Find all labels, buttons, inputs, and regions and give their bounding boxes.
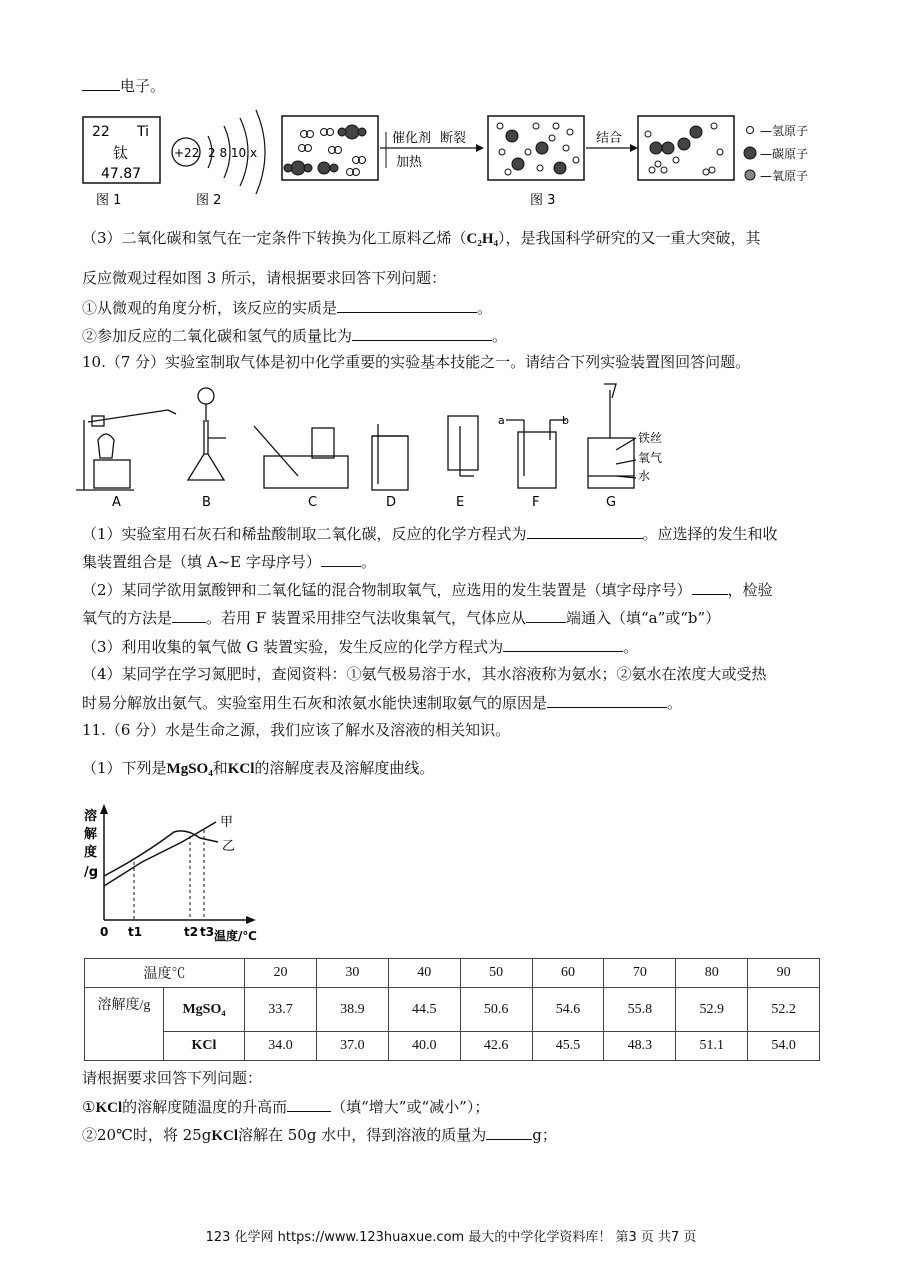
series-yi-curve	[104, 831, 218, 876]
g-label-iron-wire: 铁丝	[638, 431, 663, 445]
q10-4: （4）某同学在学习氮肥时，查阅资料：①氨气极易溶于水，其水溶液称为氨水；②氨水在浓度大或受热	[82, 665, 767, 683]
q10-1: （1）实验室用石灰石和稀盐酸制取二氧化碳，反应的化学方程式为 。应选择的发生和收	[82, 525, 778, 543]
q11-1: （1）下列是MgSO₄和KCl的溶解度表及溶解度曲线。	[82, 759, 435, 777]
apparatus-label-e: E	[456, 495, 465, 510]
table-cell: 42.6	[460, 1032, 532, 1061]
q9-3-sub1: ①从微观的角度分析，该反应的实质是 。	[82, 299, 493, 317]
table-header-row	[85, 959, 820, 988]
element-number: 22	[92, 124, 110, 140]
y-axis-label-4: /g	[84, 865, 99, 880]
table-cell: 37.0	[316, 1032, 388, 1061]
series-jia-curve	[104, 822, 216, 886]
table-row	[85, 988, 820, 1032]
table-cell: 34.0	[245, 1032, 317, 1061]
q11-sub2: ②20℃时，将 25gKCl溶解在 50g 水中，得到溶液的质量为 g；	[82, 1126, 557, 1144]
q10-3: （3）利用收集的氧气做 G 装置实验，发生反应的化学方程式为 。	[82, 638, 639, 656]
table-cell: 50.6	[460, 988, 532, 1032]
table-cell: 90	[748, 959, 820, 988]
g-label-water: 水	[638, 469, 651, 483]
table-cell: 40.0	[388, 1032, 460, 1061]
q10-2-cont: 氧气的方法是 。若用 F 装置采用排空气法收集氧气，气体应从 端通入（填“a”或“b”）	[82, 609, 721, 627]
figure-1	[82, 116, 162, 216]
line-electron: 电子。	[82, 75, 165, 96]
table-cell: 50	[460, 959, 532, 988]
apparatus-label-f: F	[532, 495, 540, 510]
label-break: 断裂	[440, 131, 467, 146]
apparatus-label-a: A	[112, 495, 121, 510]
element-symbol: Ti	[137, 124, 150, 140]
page-footer: 123 化学网 https://www.123huaxue.com 最大的中学化学资料库！ 第3 页 共7 页	[205, 1230, 697, 1245]
table-cell: 54.0	[748, 1032, 820, 1061]
element-name: 钛	[113, 144, 129, 162]
table-cell: 38.9	[316, 988, 388, 1032]
label-catalyst: 催化剂	[392, 131, 432, 146]
table-cell: 52.9	[676, 988, 748, 1032]
q10-4-cont: 时易分解放出氨气。实验室用生石灰和浓氨水能快速制取氨气的原因是 。	[82, 694, 683, 712]
legend-carbon: —碳原子	[760, 147, 809, 161]
table-row-label: 溶解度/g	[85, 988, 164, 1061]
table-header-temp: 温度℃	[85, 959, 245, 988]
table-cell: 80	[676, 959, 748, 988]
x-tick-t2: t2	[184, 925, 199, 939]
table-cell: 70	[604, 959, 676, 988]
figure-2	[168, 108, 278, 216]
table-cell: 33.7	[245, 988, 317, 1032]
label-combine: 结合	[596, 131, 623, 146]
solubility-table	[84, 958, 820, 1061]
x-tick-t1: t1	[128, 925, 143, 939]
table-cell: 54.6	[532, 988, 604, 1032]
q9-3-intro: （3）二氧化碳和氢气在一定条件下转换为化工原料乙烯（C₂H₄），是我国科学研究的又一重大突破，其	[82, 229, 761, 247]
figure-2-caption: 图 2	[196, 193, 222, 208]
apparatus-figure	[76, 380, 676, 518]
q11-ask: 请根据要求回答下列问题：	[82, 1069, 263, 1087]
series-label-yi: 乙	[222, 839, 236, 854]
table-substance-mgso4: MgSO₄	[164, 988, 245, 1032]
q9-3-intro-cont: 反应微观过程如图 3 所示，请根据要求回答下列问题：	[82, 269, 447, 287]
q10-1-cont: 集装置组合是（填 A~E 字母序号） 。	[82, 553, 376, 571]
table-row	[85, 1032, 820, 1061]
q11-title: 11.（6 分）水是生命之源，我们应该了解水及溶液的相关知识。	[82, 721, 511, 739]
table-cell: 60	[532, 959, 604, 988]
f-port-a: a	[498, 414, 505, 427]
solubility-chart	[82, 800, 282, 952]
legend-hydrogen: —氢原子	[760, 124, 809, 138]
g-label-oxygen: 氧气	[638, 451, 663, 465]
table-cell: 44.5	[388, 988, 460, 1032]
table-cell: 20	[245, 959, 317, 988]
apparatus-label-d: D	[386, 495, 397, 510]
f-port-b: b	[562, 414, 569, 427]
q9-3-sub2: ②参加反应的二氧化碳和氢气的质量比为 。	[82, 327, 508, 345]
table-cell: 30	[316, 959, 388, 988]
table-cell: 48.3	[604, 1032, 676, 1061]
q11-sub1: ①KCl的溶解度随温度的升高而 （填“增大”或“减小”）；	[82, 1098, 490, 1116]
table-cell: 45.5	[532, 1032, 604, 1061]
x-tick-t3: t3	[200, 925, 215, 939]
x-tick-0: 0	[100, 925, 109, 939]
y-axis-label-1: 溶	[84, 809, 98, 824]
table-cell: 55.8	[604, 988, 676, 1032]
apparatus-label-c: C	[308, 495, 318, 510]
label-heat: 加热	[396, 155, 423, 170]
apparatus-label-b: B	[202, 495, 211, 510]
x-axis-label: 温度/℃	[214, 929, 257, 943]
electron-shells: 2 8 10 x	[208, 146, 258, 160]
table-substance-kcl: KCl	[164, 1032, 245, 1061]
table-cell: 52.2	[748, 988, 820, 1032]
nucleus-charge: +22	[174, 146, 200, 160]
figure-3-caption: 图 3	[530, 193, 556, 208]
legend-oxygen: —氧原子	[760, 169, 809, 183]
q10-title: 10.（7 分）实验室制取气体是初中化学重要的实验基本技能之一。请结合下列实验装置图回答问题。	[82, 353, 751, 371]
table-cell: 40	[388, 959, 460, 988]
figure-1-caption: 图 1	[96, 193, 122, 208]
series-label-jia: 甲	[220, 815, 234, 830]
y-axis-label-2: 解	[84, 827, 98, 842]
table-cell: 51.1	[676, 1032, 748, 1061]
q10-2: （2）某同学欲用氯酸钾和二氧化锰的混合物制取氧气，应选用的发生装置是（填字母序号） ，检验	[82, 581, 773, 599]
apparatus-label-g: G	[606, 495, 617, 510]
element-mass: 47.87	[101, 166, 142, 182]
y-axis-label-3: 度	[84, 845, 98, 860]
figure-3	[280, 112, 830, 216]
